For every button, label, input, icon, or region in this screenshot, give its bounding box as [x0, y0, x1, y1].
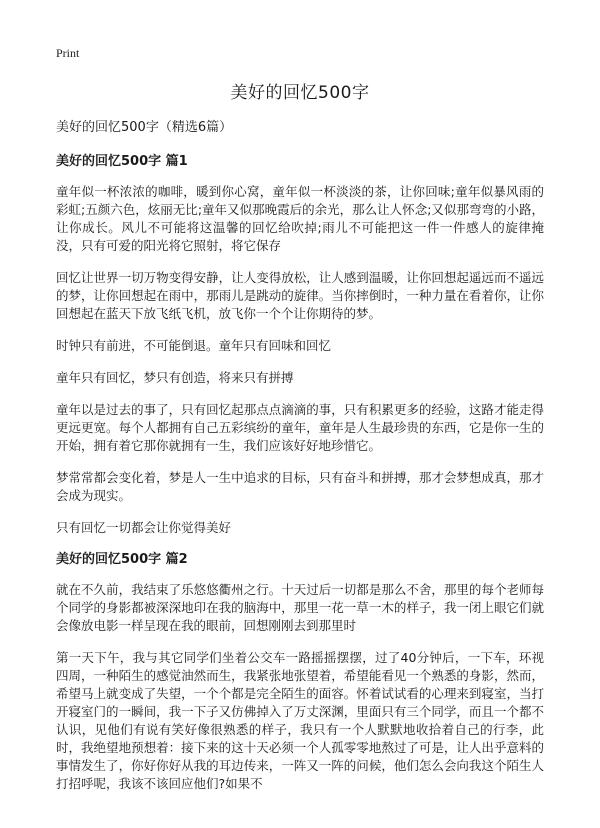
- paragraph: 童年以是过去的事了，只有回忆起那点点滴滴的事，只有积累更多的经验，这路才能走得更远更宽。每个人都拥有自己五彩缤纷的童年，童年是人生最珍贵的东西，它是你一生的开始，拥有着它那你就拥有一生，我们应该好好地珍惜它。: [56, 402, 544, 453]
- document-title: 美好的回忆500字: [230, 83, 370, 103]
- print-link[interactable]: Print: [56, 46, 80, 60]
- paragraph: 梦常常都会变化着，梦是人一生中追求的目标，只有奋斗和拼搏，那才会梦想成真，那才会成为现实。: [56, 470, 544, 503]
- document-body: [56, 119, 544, 791]
- paragraph: 时钟只有前进，不可能倒退。童年只有回味和回忆: [56, 338, 332, 353]
- section-2: [56, 551, 544, 791]
- paragraph: 第一天下午，我与其它同学们坐着公交车一路摇摇摆摆，过了40分钟后，一下车，环视四周，一种陌生的感觉油然而生，我紧张地张望着，希望能看见一个熟悉的身影，然而，希望马上就变成了失望，一个个都是完全陌生的面容。怀着试试看的心理来到寝室，当打开寝室门的一瞬间，我一下子又仿佛掉入了万丈深渊，里面只有三个同学，而且一个都不认识，见他们有说有笑好像很熟悉的样子，我只有一个人默默地收拾着自己的行李，此时，我绝望地预想着：接下来的这十天必须一个人孤零零地熬过了可是，让人出乎意料的事情发生了，你好你好从我的耳边传来，一阵又一阵的问候，他们怎么会向我这个陌生人打招呼呢，我该不该回应他们?如果不: [56, 650, 544, 791]
- paragraph: 回忆让世界一切万物变得安静，让人变得放松，让人感到温暖，让你回想起遥远而不遥远的梦，让你回想起在雨中，那雨儿是跳动的旋律。当你摔倒时，一种力量在看着你，让你回想起在蓝天下放飞纸飞机，放飞你一个个让你期待的梦。: [56, 270, 544, 321]
- paragraph: 童年只有回忆，梦只有创造，将来只有拼搏: [56, 370, 294, 385]
- paragraph: 只有回忆一切都会让你觉得美好: [56, 520, 232, 535]
- document-subtitle: 美好的回忆500字（精选6篇）: [56, 120, 233, 135]
- section-1: [56, 153, 544, 537]
- section-heading: 美好的回忆500字 篇1: [56, 154, 188, 169]
- paragraph: 童年似一杯浓浓的咖啡，暖到你心窝，童年似一杯淡淡的茶，让你回味;童年似暴风雨的彩虹;五颜六色，炫丽无比;童年又似那晚霞后的余光，那么让人怀念;又似那弯弯的小路，让你成长。风儿不可能将这温馨的回忆给吹掉;雨儿不可能把这一件一件感人的旋律掩没，只有可爱的阳光将它照射，将它保存: [56, 184, 544, 253]
- paragraph: 就在不久前，我结束了乐悠悠衢州之行。十天过后一切都是那么不舍，那里的每个老师每个同学的身影都被深深地印在我的脑海中，那里一花一草一木的样子，我一闭上眼它们就会像放电影一样呈现在我的眼前，回想刚刚去到那里时: [56, 582, 544, 633]
- section-heading: 美好的回忆500字 篇2: [56, 552, 188, 567]
